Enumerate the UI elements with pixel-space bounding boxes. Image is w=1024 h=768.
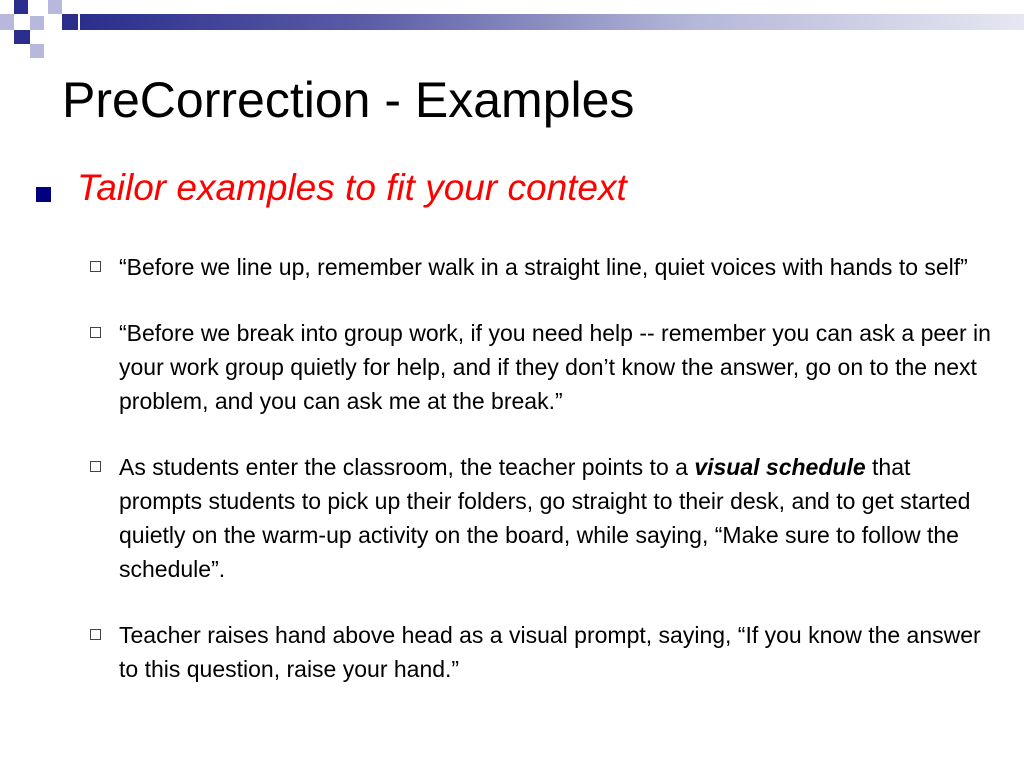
hollow-square-bullet-icon [90,461,101,472]
list-item-text-start: As students enter the classroom, the teacher points to a [119,454,695,480]
header-gradient-bar [80,14,1024,30]
decor-square-navy-mid [62,14,78,30]
list-item-text: Teacher raises hand above head as a visual prompt, saying, “If you know the answer to this question, raise your hand.” [119,622,981,682]
main-bullet-row [36,166,996,210]
list-item-text [119,450,999,586]
hollow-square-bullet-icon [90,629,101,640]
list-item [90,618,1000,686]
decor-square-light-top [48,0,62,14]
example-list [90,250,1000,686]
filled-square-bullet-icon [36,187,51,202]
decor-square-light-left [0,14,14,30]
decor-square-navy-top [14,0,28,14]
main-bullet-text: Tailor examples to fit your context [77,167,627,208]
hollow-square-bullet-icon [90,261,101,272]
decor-square-light-low [30,44,44,58]
visual-schedule-emphasis: visual schedule [694,454,866,480]
hollow-square-bullet-icon [90,327,101,338]
list-item-text: “Before we break into group work, if you need help -- remember you can ask a peer in your work group quietly for help, and if they don’t know the answer, go on to the next problem, and you can ask me at the break.” [119,320,991,414]
list-item [90,250,1000,284]
decor-square-navy-low [14,30,30,44]
list-item [90,316,1000,418]
list-item-text: “Before we line up, remember walk in a straight line, quiet voices with hands to self” [119,254,968,280]
list-item-text-end: that prompts students to pick up their folders, go straight to their desk, and to get started quietly on the warm-up activity on the board, while saying, “Make sure to follow the schedule”. [119,454,971,582]
decor-square-light-mid [30,16,44,30]
list-item [90,450,1000,586]
slide-title: PreCorrection - Examples [62,72,635,128]
